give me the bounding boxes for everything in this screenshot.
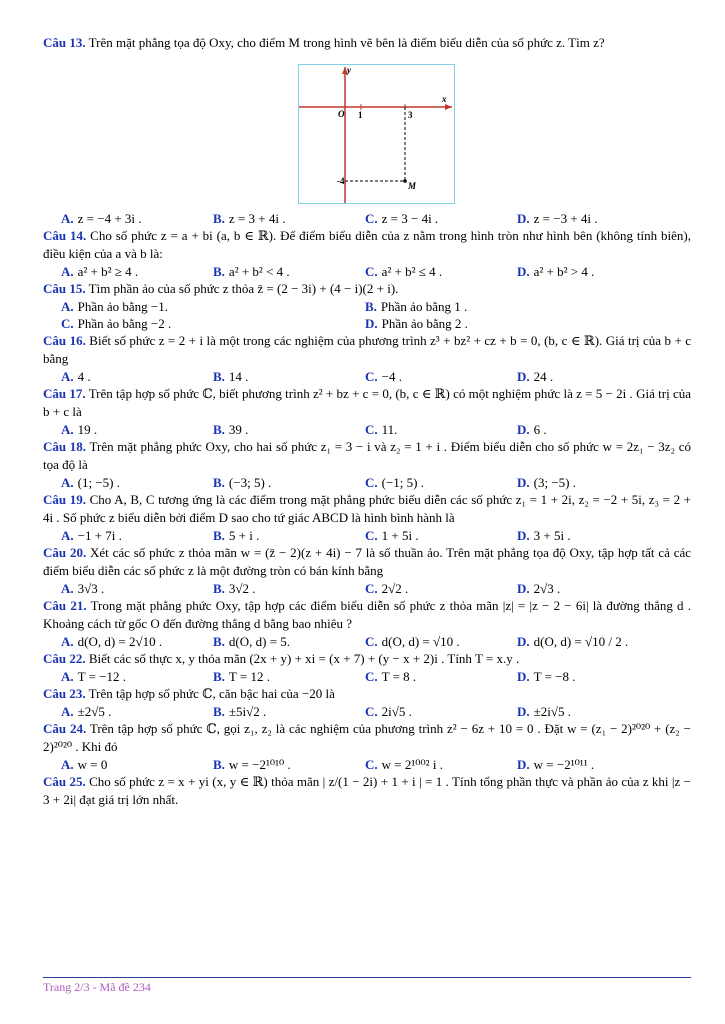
tick-1-label: 1: [358, 110, 363, 120]
question-23: [43, 685, 691, 703]
option-a[interactable]: A. a² + b² ≥ 4 .: [61, 264, 139, 279]
tick-3-label: 3: [408, 110, 413, 120]
option-d[interactable]: D. d(O, d) = √10 / 2 .: [517, 634, 629, 649]
x-axis-label: x: [442, 94, 447, 104]
question-text: Tìm phần ảo của số phức z thỏa z̄ = (2 − 3i) + (4 − i)(2 + i).: [88, 281, 399, 296]
question-24: [43, 720, 691, 756]
origin-label: O: [338, 109, 345, 119]
tick-neg4-label: -4: [337, 176, 345, 186]
option-a[interactable]: A. Phần ảo bằng −1.: [61, 299, 169, 314]
option-c[interactable]: C. a² + b² ≤ 4 .: [365, 264, 443, 279]
options-18: [43, 474, 691, 491]
question-19: [43, 491, 691, 527]
option-b[interactable]: B. z = 3 + 4i .: [213, 211, 286, 226]
question-14: [43, 227, 691, 263]
option-c[interactable]: C. 2√2 .: [365, 581, 409, 596]
option-a[interactable]: A. −1 + 7i .: [61, 528, 122, 543]
option-d[interactable]: D. 3 + 5i .: [517, 528, 571, 543]
option-a[interactable]: A. 19 .: [61, 422, 98, 437]
question-21: [43, 597, 691, 633]
option-d[interactable]: D. w = −2¹⁰¹¹ .: [517, 757, 595, 772]
option-b[interactable]: B. ±5i√2 .: [213, 704, 267, 719]
option-a[interactable]: A. d(O, d) = 2√10 .: [61, 634, 163, 649]
question-text: Trên tập hợp số phức ℂ, căn bậc hai của −20 là: [88, 686, 335, 701]
option-d[interactable]: D. Phần ảo bằng 2 .: [365, 316, 468, 331]
option-d[interactable]: D. 2√3 .: [517, 581, 561, 596]
question-text: Cho số phức z = x + yi (x, y ∈ ℝ) thỏa mãn | z/(1 − 2i) + 1 + i | = 1 . Tính tổng phần thực và phần ảo của z khi |z − 3 + 2i| đạt giá trị lớn nhất.: [43, 774, 691, 807]
option-c[interactable]: C. T = 8 .: [365, 669, 417, 684]
exam-page: [43, 34, 691, 809]
option-b[interactable]: B. w = −2¹⁰¹⁰ .: [213, 757, 291, 772]
page-footer: [43, 977, 691, 995]
option-b[interactable]: B. T = 12 .: [213, 669, 270, 684]
question-number: Câu 19.: [43, 492, 86, 507]
question-text: Biết các số thực x, y thỏa mãn (2x + y) + xi = (x + 7) + (y − x + 2)i . Tính T = x.y .: [88, 651, 520, 666]
question-16: [43, 332, 691, 368]
question-number: Câu 23.: [43, 686, 86, 701]
option-b[interactable]: B. (−3; 5) .: [213, 475, 272, 490]
question-number: Câu 24.: [43, 721, 87, 736]
question-text: Xét các số phức z thỏa mãn w = (z̄ − 2)(z + 4i) − 7 là số thuần ảo. Trên mặt phẳng tọa độ Oxy, tập hợp tất cả các điểm biểu diễn các số phức z là một đường tròn có bán kính bằng: [43, 545, 691, 578]
option-a[interactable]: A. z = −4 + 3i .: [61, 211, 142, 226]
option-b[interactable]: B. a² + b² < 4 .: [213, 264, 290, 279]
option-d[interactable]: D. (3; −5) .: [517, 475, 576, 490]
options-16: [43, 368, 691, 385]
question-number: Câu 14.: [43, 228, 87, 243]
question-text: Trên mặt phẳng tọa độ Oxy, cho điểm M trong hình vẽ bên là điểm biểu diễn của số phức z. Tìm z?: [88, 35, 605, 50]
option-a[interactable]: A. ±2√5 .: [61, 704, 112, 719]
footer-page-code: Trang 2/3 - Mã đề 234: [43, 980, 151, 994]
question-number: Câu 16.: [43, 333, 86, 348]
question-number: Câu 15.: [43, 281, 86, 296]
question-number: Câu 18.: [43, 439, 87, 454]
options-20: [43, 580, 691, 597]
x-axis-arrow: [445, 104, 452, 110]
question-text: Cho số phức z = a + bi (a, b ∈ ℝ). Để điểm biểu diễn của z nằm trong hình tròn như hình bên (không tính biên), điều kiện của a và b là:: [43, 228, 692, 261]
option-c[interactable]: C. w = 2¹⁰⁰² i .: [365, 757, 443, 772]
option-a[interactable]: A. (1; −5) .: [61, 475, 120, 490]
option-d[interactable]: D. ±2i√5 .: [517, 704, 572, 719]
question-text: Cho A, B, C tương ứng là các điểm trong mặt phẳng phức biểu diễn các số phức z₁ = 1 + 2i, z₂ = −2 + 5i, z₃ = 2 + 4i . Số phức z biểu diễn bởi điểm D sao cho tứ giác ABCD là hình bình hành là: [43, 492, 691, 525]
question-25: [43, 773, 691, 809]
question-number: Câu 25.: [43, 774, 86, 789]
option-b[interactable]: B. Phần ảo bằng 1 .: [365, 299, 468, 314]
option-d[interactable]: D. 6 .: [517, 422, 547, 437]
options-15: [43, 298, 691, 332]
option-c[interactable]: C. d(O, d) = √10 .: [365, 634, 460, 649]
options-21: [43, 633, 691, 650]
option-d[interactable]: D. 24 .: [517, 369, 554, 384]
options-19: [43, 527, 691, 544]
question-text: Trên tập hợp số phức ℂ, gọi z₁, z₂ là các nghiệm của phương trình z² − 6z + 10 = 0 . Đặt w = (z₁ − 2)²⁰²⁰ + (z₂ − 2)²⁰²⁰ . Khi đó: [43, 721, 692, 754]
option-c[interactable]: C. 11.: [365, 422, 398, 437]
options-13: [43, 210, 691, 227]
y-axis-label: y: [347, 65, 351, 75]
option-b[interactable]: B. 5 + i .: [213, 528, 260, 543]
question-20: [43, 544, 691, 580]
question-number: Câu 22.: [43, 651, 86, 666]
question-22: [43, 650, 691, 668]
question-13: [43, 34, 691, 52]
option-a[interactable]: A. w = 0: [61, 757, 108, 772]
point-m-dot: [403, 179, 407, 183]
option-d[interactable]: D. T = −8 .: [517, 669, 576, 684]
question-number: Câu 13.: [43, 35, 86, 50]
option-a[interactable]: A. 4 .: [61, 369, 91, 384]
option-b[interactable]: B. 39 .: [213, 422, 249, 437]
options-23: [43, 703, 691, 720]
question-text: Trên mặt phẳng phức Oxy, cho hai số phức z₁ = 3 − i và z₂ = 1 + i . Điểm biểu diễn cho số phức w = 2z₁ − 3z₂ có tọa độ là: [43, 439, 692, 472]
point-m-label: M: [408, 181, 417, 191]
option-a[interactable]: A. 3√3 .: [61, 581, 105, 596]
question-number: Câu 20.: [43, 545, 87, 560]
option-b[interactable]: B. 3√2 .: [213, 581, 256, 596]
question-number: Câu 17.: [43, 386, 86, 401]
option-a[interactable]: A. T = −12 .: [61, 669, 127, 684]
question-17: [43, 385, 691, 421]
options-22: [43, 668, 691, 685]
options-17: [43, 421, 691, 438]
option-d[interactable]: D. z = −3 + 4i .: [517, 211, 598, 226]
coordinate-graph: [299, 65, 454, 203]
question-15: [43, 280, 691, 298]
options-24: [43, 756, 691, 773]
option-b[interactable]: B. d(O, d) = 5.: [213, 634, 291, 649]
option-c[interactable]: C. 2i√5 .: [365, 704, 412, 719]
question-text: Trên tập hợp số phức ℂ, biết phương trình z² + bz + c = 0, (b, c ∈ ℝ) có một nghiệm phức là z = 5 − 2i . Giá trị của b + c là: [43, 386, 692, 419]
option-c[interactable]: C. z = 3 − 4i .: [365, 211, 439, 226]
option-c[interactable]: C. 1 + 5i .: [365, 528, 419, 543]
option-b[interactable]: B. 14 .: [213, 369, 249, 384]
options-14: [43, 263, 691, 280]
question-text: Biết số phức z = 2 + i là một trong các nghiệm của phương trình z³ + bz² + cz + b = 0, (b, c ∈ ℝ). Giá trị của b + c bằng: [43, 333, 692, 366]
question-text: Trong mặt phẳng phức Oxy, tập hợp các điểm biểu diễn số phức z thỏa mãn |z| = |z − 2 − 6i| là đường thẳng d . Khoảng cách từ gốc O đến đường thẳng d bằng bao nhiêu ?: [43, 598, 692, 631]
option-c[interactable]: C. (−1; 5) .: [365, 475, 424, 490]
question-number: Câu 21.: [43, 598, 87, 613]
option-d[interactable]: D. a² + b² > 4 .: [517, 264, 595, 279]
question-18: [43, 438, 691, 474]
complex-plane-figure: [298, 64, 455, 204]
option-c[interactable]: C. −4 .: [365, 369, 402, 384]
option-c[interactable]: C. Phần ảo bằng −2 .: [61, 316, 172, 331]
